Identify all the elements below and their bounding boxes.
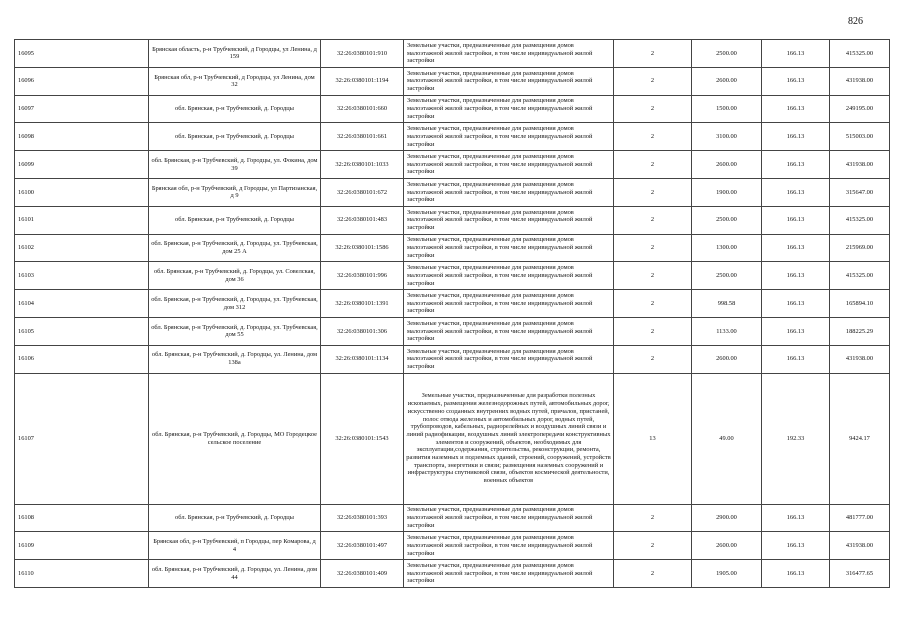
- group-cell: 2: [614, 67, 692, 95]
- address-cell: Брянская обл, р-н Трубчевский, д Городцы, ул Партизанская, д 9: [149, 178, 321, 206]
- page-number: 826: [848, 16, 863, 27]
- area-cell: 2600.00: [692, 151, 762, 179]
- table-row: [15, 40, 890, 68]
- row-number: 16097: [15, 95, 149, 123]
- land-use-cell: Земельные участки, предназначенные для размещения домов малоэтажной жилой застройки, в том числе индивидуальной жилой застройки: [404, 40, 614, 68]
- rate-cell: 166.13: [762, 234, 830, 262]
- row-number: 16098: [15, 123, 149, 151]
- table-row: [15, 317, 890, 345]
- cadastral-number-cell: 32:26:0380101:409: [321, 560, 404, 588]
- row-number: 16109: [15, 532, 149, 560]
- group-cell: 2: [614, 262, 692, 290]
- value-cell: 315647.00: [830, 178, 890, 206]
- land-use-cell: Земельные участки, предназначенные для размещения домов малоэтажной жилой застройки, в том числе индивидуальной жилой застройки: [404, 290, 614, 318]
- rate-cell: 166.13: [762, 40, 830, 68]
- table-row: [15, 345, 890, 373]
- address-cell: обл. Брянская, р-н Трубчевский, д. Городцы: [149, 206, 321, 234]
- area-cell: 3100.00: [692, 123, 762, 151]
- cadastral-number-cell: 32:26:0380101:497: [321, 532, 404, 560]
- row-number: 16108: [15, 504, 149, 532]
- table-row: [15, 504, 890, 532]
- address-cell: обл. Брянская, р-н Трубчевский, д. Городцы: [149, 95, 321, 123]
- rate-cell: 166.13: [762, 123, 830, 151]
- land-use-cell: Земельные участки, предназначенные для размещения домов малоэтажной жилой застройки, в том числе индивидуальной жилой застройки: [404, 67, 614, 95]
- group-cell: 2: [614, 123, 692, 151]
- address-cell: обл. Брянская, р-н Трубчевский, д. Городцы, ул. Фокина, дом 39: [149, 151, 321, 179]
- group-cell: 2: [614, 178, 692, 206]
- rate-cell: 166.13: [762, 560, 830, 588]
- group-cell: 2: [614, 560, 692, 588]
- row-number: 16096: [15, 67, 149, 95]
- rate-cell: 166.13: [762, 532, 830, 560]
- area-cell: 2500.00: [692, 40, 762, 68]
- value-cell: 415325.00: [830, 40, 890, 68]
- value-cell: 431938.00: [830, 151, 890, 179]
- land-use-cell: Земельные участки, предназначенные для разработки полезных ископаемых, размещения железнодорожных путей, автомобильных дорог, искусственно созданных внутренних водных путей, причалов, пристаней, полос отвода железных и автомобильных дорог, водных путей, трубопроводов, кабельных, радиорелейных и воздушных линий связи и линий радиофикации, воздушных линий электропередачи конструктивных элементов и сооружений, объектов, необходимых для эксплуатации,содержания, строительства, реконструкции, ремонта, развития наземных и подземных зданий, строений, сооружений, устройств транспорта, энергетики и связи; размещения наземных сооружений и инфраструктуры спутниковой связи, объектов космической деятельности, военных объектов: [404, 373, 614, 504]
- rate-cell: 166.13: [762, 95, 830, 123]
- land-use-cell: Земельные участки, предназначенные для размещения домов малоэтажной жилой застройки, в том числе индивидуальной жилой застройки: [404, 532, 614, 560]
- value-cell: 431938.00: [830, 345, 890, 373]
- address-cell: обл. Брянская, р-н Трубчевский, д. Городцы: [149, 504, 321, 532]
- area-cell: 2900.00: [692, 504, 762, 532]
- area-cell: 1905.00: [692, 560, 762, 588]
- address-cell: обл. Брянская, р-н Трубчевский, д. Городцы: [149, 123, 321, 151]
- cadastral-number-cell: 32:26:0380101:306: [321, 317, 404, 345]
- table-row: [15, 123, 890, 151]
- value-cell: 215969.00: [830, 234, 890, 262]
- cadastral-number-cell: 32:26:0380101:1134: [321, 345, 404, 373]
- cadastral-number-cell: 32:26:0380101:660: [321, 95, 404, 123]
- cadastral-number-cell: 32:26:0380101:1543: [321, 373, 404, 504]
- rate-cell: 166.13: [762, 317, 830, 345]
- area-cell: 2500.00: [692, 206, 762, 234]
- area-cell: 998.58: [692, 290, 762, 318]
- group-cell: 2: [614, 345, 692, 373]
- table-row: [15, 206, 890, 234]
- address-cell: обл. Брянская, р-н Трубчевский, д. Городцы, ул. Трубчевская, дом 55: [149, 317, 321, 345]
- row-number: 16107: [15, 373, 149, 504]
- group-cell: 2: [614, 95, 692, 123]
- value-cell: 316477.65: [830, 560, 890, 588]
- row-number: 16099: [15, 151, 149, 179]
- cadastral-number-cell: 32:26:0380101:672: [321, 178, 404, 206]
- row-number: 16101: [15, 206, 149, 234]
- row-number: 16106: [15, 345, 149, 373]
- area-cell: 2500.00: [692, 262, 762, 290]
- cadastral-number-cell: 32:26:0380101:996: [321, 262, 404, 290]
- row-number: 16102: [15, 234, 149, 262]
- table-row: [15, 234, 890, 262]
- group-cell: 13: [614, 373, 692, 504]
- cadastral-number-cell: 32:26:0380101:910: [321, 40, 404, 68]
- rate-cell: 166.13: [762, 151, 830, 179]
- group-cell: 2: [614, 504, 692, 532]
- land-use-cell: Земельные участки, предназначенные для размещения домов малоэтажной жилой застройки, в том числе индивидуальной жилой застройки: [404, 178, 614, 206]
- cadastral-value-table: [14, 39, 890, 588]
- table-row: [15, 373, 890, 504]
- row-number: 16103: [15, 262, 149, 290]
- area-cell: 2600.00: [692, 345, 762, 373]
- cadastral-number-cell: 32:26:0380101:393: [321, 504, 404, 532]
- table-row: [15, 67, 890, 95]
- row-number: 16104: [15, 290, 149, 318]
- table-row: [15, 262, 890, 290]
- area-cell: 2600.00: [692, 532, 762, 560]
- land-use-cell: Земельные участки, предназначенные для размещения домов малоэтажной жилой застройки, в том числе индивидуальной жилой застройки: [404, 123, 614, 151]
- area-cell: 1500.00: [692, 95, 762, 123]
- land-use-cell: Земельные участки, предназначенные для размещения домов малоэтажной жилой застройки, в том числе индивидуальной жилой застройки: [404, 504, 614, 532]
- group-cell: 2: [614, 40, 692, 68]
- rate-cell: 166.13: [762, 290, 830, 318]
- table-row: [15, 290, 890, 318]
- group-cell: 2: [614, 290, 692, 318]
- area-cell: 1133.00: [692, 317, 762, 345]
- value-cell: 165894.10: [830, 290, 890, 318]
- cadastral-number-cell: 32:26:0380101:1033: [321, 151, 404, 179]
- address-cell: обл. Брянская, р-н Трубчевский, д. Городцы, МО Городецкое сельское поселение: [149, 373, 321, 504]
- group-cell: 2: [614, 151, 692, 179]
- address-cell: Брянская обл, р-н Трубчевский, д Городцы, ул Ленина, дом 32: [149, 67, 321, 95]
- rate-cell: 166.13: [762, 262, 830, 290]
- address-cell: обл. Брянская, р-н Трубчевский, д. Городцы, ул. Трубчевская, дом 25 А: [149, 234, 321, 262]
- cadastral-number-cell: 32:26:0380101:1194: [321, 67, 404, 95]
- address-cell: обл. Брянская, р-н Трубчевский, д. Городцы, ул. Ленина, дом 138а: [149, 345, 321, 373]
- value-cell: 415325.00: [830, 206, 890, 234]
- rate-cell: 166.13: [762, 67, 830, 95]
- table-row: [15, 151, 890, 179]
- value-cell: 249195.00: [830, 95, 890, 123]
- value-cell: 9424.17: [830, 373, 890, 504]
- group-cell: 2: [614, 532, 692, 560]
- cadastral-number-cell: 32:26:0380101:1586: [321, 234, 404, 262]
- table-row: [15, 560, 890, 588]
- value-cell: 415325.00: [830, 262, 890, 290]
- address-cell: обл. Брянская, р-н Трубчевский, д. Городцы, ул. Трубчевская, дом 312: [149, 290, 321, 318]
- rate-cell: 166.13: [762, 178, 830, 206]
- cadastral-number-cell: 32:26:0380101:1391: [321, 290, 404, 318]
- land-use-cell: Земельные участки, предназначенные для размещения домов малоэтажной жилой застройки, в том числе индивидуальной жилой застройки: [404, 206, 614, 234]
- land-use-cell: Земельные участки, предназначенные для размещения домов малоэтажной жилой застройки, в том числе индивидуальной жилой застройки: [404, 234, 614, 262]
- area-cell: 49.00: [692, 373, 762, 504]
- row-number: 16095: [15, 40, 149, 68]
- land-use-cell: Земельные участки, предназначенные для размещения домов малоэтажной жилой застройки, в том числе индивидуальной жилой застройки: [404, 95, 614, 123]
- value-cell: 481777.00: [830, 504, 890, 532]
- rate-cell: 166.13: [762, 504, 830, 532]
- land-use-cell: Земельные участки, предназначенные для размещения домов малоэтажной жилой застройки, в том числе индивидуальной жилой застройки: [404, 262, 614, 290]
- land-use-cell: Земельные участки, предназначенные для размещения домов малоэтажной жилой застройки, в том числе индивидуальной жилой застройки: [404, 345, 614, 373]
- address-cell: обл. Брянская, р-н Трубчевский, д. Городцы, ул. Ленина, дом 44: [149, 560, 321, 588]
- value-cell: 515003.00: [830, 123, 890, 151]
- address-cell: Брянская область, р-н Трубчевский, д Городцы, ул Ленина, д 159: [149, 40, 321, 68]
- value-cell: 431938.00: [830, 67, 890, 95]
- cadastral-number-cell: 32:26:0380101:483: [321, 206, 404, 234]
- area-cell: 1900.00: [692, 178, 762, 206]
- rate-cell: 192.33: [762, 373, 830, 504]
- table-row: [15, 178, 890, 206]
- row-number: 16105: [15, 317, 149, 345]
- group-cell: 2: [614, 206, 692, 234]
- group-cell: 2: [614, 234, 692, 262]
- table-row: [15, 532, 890, 560]
- group-cell: 2: [614, 317, 692, 345]
- value-cell: 188225.29: [830, 317, 890, 345]
- value-cell: 431938.00: [830, 532, 890, 560]
- area-cell: 1300.00: [692, 234, 762, 262]
- cadastral-number-cell: 32:26:0380101:661: [321, 123, 404, 151]
- land-use-cell: Земельные участки, предназначенные для размещения домов малоэтажной жилой застройки, в том числе индивидуальной жилой застройки: [404, 151, 614, 179]
- address-cell: обл. Брянская, р-н Трубчевский, д. Городцы, ул. Совелская, дом 36: [149, 262, 321, 290]
- area-cell: 2600.00: [692, 67, 762, 95]
- address-cell: Брянская обл, р-н Трубчевский, п Городцы, пер Комарова, д 4: [149, 532, 321, 560]
- land-use-cell: Земельные участки, предназначенные для размещения домов малоэтажной жилой застройки, в том числе индивидуальной жилой застройки: [404, 560, 614, 588]
- row-number: 16110: [15, 560, 149, 588]
- table-row: [15, 95, 890, 123]
- rate-cell: 166.13: [762, 345, 830, 373]
- land-use-cell: Земельные участки, предназначенные для размещения домов малоэтажной жилой застройки, в том числе индивидуальной жилой застройки: [404, 317, 614, 345]
- rate-cell: 166.13: [762, 206, 830, 234]
- row-number: 16100: [15, 178, 149, 206]
